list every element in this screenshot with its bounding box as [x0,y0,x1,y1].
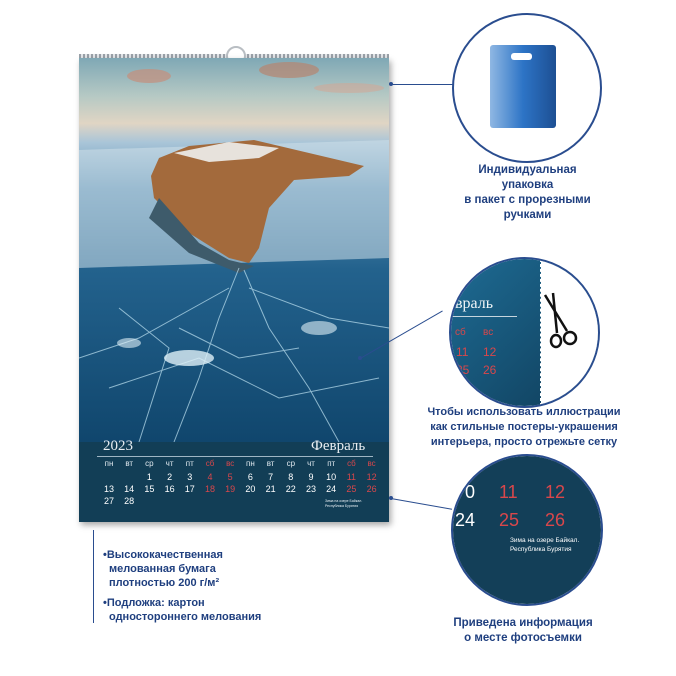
connector-dot-packaging [389,82,393,86]
cutout-caption [406,405,642,450]
weekday-label: пн [246,459,255,468]
day-number: 27 [103,496,114,506]
day-number: 13 [103,484,114,494]
location-caption-line-2: о месте фотосъемки [464,632,582,644]
packaging-caption [450,163,605,223]
caption-line-1: Зима на озере Байкал. [325,499,363,503]
zoom-num-12b: 12 [545,482,566,502]
connector-line-location [391,498,452,510]
weekday-row [98,459,378,469]
day-number: 21 [265,484,276,494]
day-number: 18 [204,484,215,494]
day-number: 20 [245,484,256,494]
calendar-year: 2023 [103,438,133,454]
paper-note-line-2: мелованная бумага [109,563,216,575]
day-number: 4 [207,472,213,482]
backing-note-line-2: одностороннего мелования [109,611,262,623]
zoom-rule [451,316,517,317]
scissors-icon [539,291,583,349]
day-number: 15 [144,484,155,494]
zoom-num-12: 12 [483,345,497,359]
day-number: 8 [288,472,294,482]
day-number: 16 [164,484,175,494]
calendar-month: Февраль [311,438,366,454]
zoom-num-26b: 26 [545,510,566,530]
weekday-label: чт [165,459,174,468]
weekday-label: вт [266,459,275,468]
day-number: 24 [326,484,337,494]
zoom-weekday-sat: сб [455,327,466,338]
packaging-caption-line-2: упаковка [501,179,554,191]
zoom-month-fragment: враль [455,295,494,312]
day-number: 22 [285,484,296,494]
weekday-label: ср [145,459,154,468]
weekday-label: сб [347,459,356,468]
zoom-caption-line-1: Зима на озере Байкал. [510,537,580,544]
day-number: 28 [124,496,135,506]
zoom-num-25: 25 [456,363,470,377]
location-circle [451,454,603,606]
packaging-caption-line-3: в пакет с прорезными [464,194,591,206]
connector-dot-cutout [358,356,362,360]
day-number: 17 [184,484,195,494]
day-number: 5 [227,472,233,482]
day-number: 11 [346,472,357,482]
bullet-dot: • [103,597,107,609]
zoom-num-10: 0 [465,482,476,502]
zoom-num-11: 11 [456,345,469,359]
cutout-caption-line-2: как стильные постеры-украшения [430,421,618,433]
day-number: 1 [146,472,152,482]
packaging-bag-icon [454,15,600,161]
day-number: 12 [366,472,377,482]
packaging-caption-line-4: ручками [503,209,552,221]
zoom-num-25b: 25 [499,510,520,530]
weekday-label: чт [307,459,315,468]
day-number: 7 [268,472,274,482]
cutout-caption-line-3: интерьера, просто отрежьте сетку [430,436,618,448]
zoom-caption-line-2: Республика Бурятия [510,546,572,553]
weekday-label: вс [367,459,376,468]
weekday-label: сб [205,459,215,468]
day-number: 26 [366,484,377,494]
day-number: 3 [187,472,193,482]
connector-dot-location [389,496,393,500]
day-number: 25 [346,484,357,494]
paper-note [103,548,303,590]
zoom-num-11b: 11 [499,482,518,502]
paper-note-line-1: Высококачественная [106,549,223,561]
day-number: 14 [124,484,135,494]
backing-note [103,596,303,624]
day-number: 9 [308,472,314,482]
location-zoom-bg [453,456,601,604]
weekday-label: вт [125,459,134,468]
photo-location-caption [325,499,385,509]
caption-line-2: Республика Бурятия [325,504,359,508]
cutout-circle [449,257,600,408]
paper-note-line-3: плотностью 200 г/м² [109,577,220,589]
calendar-rule [97,456,373,457]
weekday-label: ср [286,459,296,468]
notes-vertical-line [93,530,94,623]
weekday-label: пт [185,459,194,468]
zoom-location-caption [510,536,579,554]
bullet-dot: • [103,549,107,561]
location-caption-line-1: Приведена информация [453,617,593,629]
zoom-weekday-sun: вс [483,327,494,338]
weekday-label: пт [327,459,336,468]
day-number: 23 [305,484,316,494]
weekday-label: пн [104,459,114,468]
zoom-num-26: 26 [483,363,497,377]
packaging-caption-line-1: Индивидуальная [478,164,577,176]
backing-note-line-1: Подложка: картон [106,597,205,609]
connector-line-packaging [391,84,453,85]
cutout-caption-line-1: Чтобы использовать иллюстрации [427,406,621,418]
day-number: 10 [326,472,337,482]
day-number: 19 [225,484,236,494]
weekday-label: вс [226,459,235,468]
zoom-num-24: 24 [455,510,476,530]
day-number: 2 [167,472,173,482]
location-caption [436,616,610,646]
day-rows [98,472,378,522]
packaging-circle [452,13,602,163]
day-number: 6 [247,472,253,482]
